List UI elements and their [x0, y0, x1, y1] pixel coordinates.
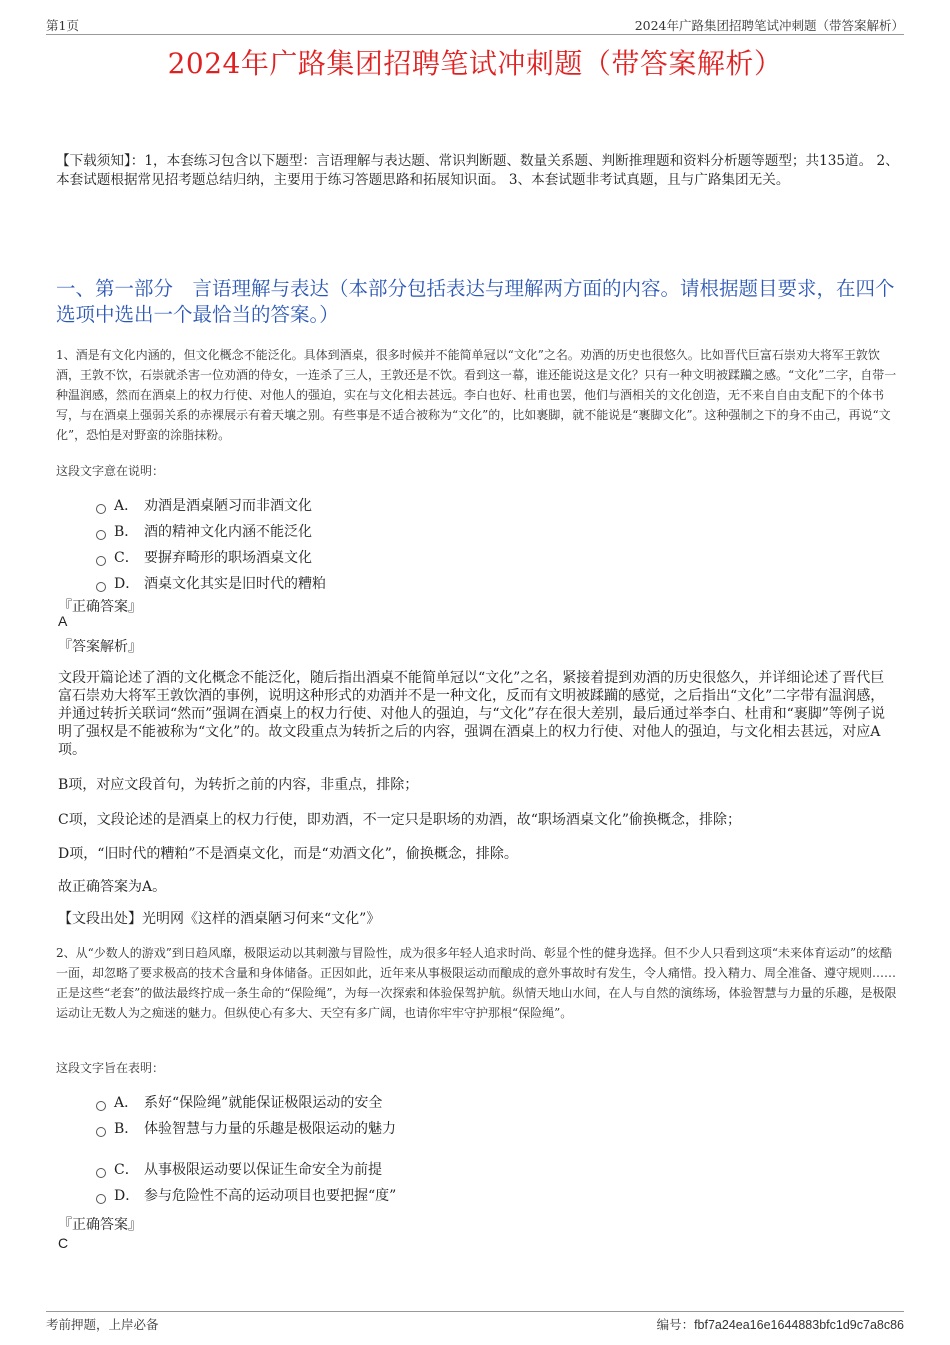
- option-letter: B．: [114, 1121, 139, 1137]
- radio-icon[interactable]: [96, 1127, 106, 1137]
- option-letter: A．: [114, 1095, 139, 1111]
- option-letter: B．: [114, 524, 139, 540]
- q1-analysis-label: 『答案解析』: [58, 639, 142, 655]
- radio-icon[interactable]: [96, 1101, 106, 1111]
- question-1-prompt: 这段文字意在说明：: [56, 464, 165, 478]
- radio-icon[interactable]: [96, 582, 106, 592]
- q1-option-d[interactable]: [96, 574, 326, 594]
- page-header: [46, 14, 904, 35]
- download-notice: 【下载须知】：1，本套练习包含以下题型：言语理解与表达题、常识判断题、数量关系题、判断推理题和资料分析题等题型；共135道。 2、本套试题根据常见招考题总结归纳，主要用于练习答题思路和拓展知识面。 3、本套试题非考试真题，且与广路集团无关。: [56, 153, 899, 188]
- option-text: 酒桌文化其实是旧时代的糟粕: [144, 576, 326, 592]
- q1-source: 【文段出处】光明网《这样的酒桌陋习何来“文化”》: [58, 911, 381, 927]
- q2-answer-label: 『正确答案』: [58, 1217, 142, 1233]
- q1-option-a[interactable]: [96, 496, 312, 516]
- option-letter: C．: [114, 550, 139, 566]
- option-letter: D．: [114, 576, 140, 592]
- option-letter: A．: [114, 498, 139, 514]
- q2-answer: C: [58, 1235, 69, 1251]
- radio-icon[interactable]: [96, 530, 106, 540]
- q2-option-a[interactable]: [96, 1093, 382, 1113]
- option-text: 劝酒是酒桌陋习而非酒文化: [144, 498, 312, 514]
- option-text: 从事极限运动要以保证生命安全为前提: [144, 1162, 382, 1178]
- q1-answer-label: 『正确答案』: [58, 599, 142, 615]
- radio-icon[interactable]: [96, 556, 106, 566]
- option-text: 系好“保险绳”就能保证极限运动的安全: [144, 1095, 383, 1111]
- page-footer: [46, 1311, 904, 1332]
- question-2-text: 2、从“少数人的游戏”到日趋风靡，极限运动以其刺激与冒险性，成为很多年轻人追求时尚、彰显个性的健身选择。但不少人只看到这项“未来体育运动”的炫酷一面，却忽略了要求极高的技术含量和身体储备。正因如此，近年来从事极限运动而酿成的意外事故时有发生，令人痛惜。投入精力、周全准备、遵守规则……正是这些“老套”的做法最终拧成一条生命的“保险绳”，为每一次探索和体验保驾护航。纵情天地山水间，在人与自然的演练场，体验智慧与力量的乐趣，是极限运动让无数人为之痴迷的魅力。但纵使心有多大、天空有多广阔，也请你牢牢守护那根“保险绳”。: [56, 946, 897, 1020]
- q1-option-b[interactable]: [96, 522, 312, 542]
- q1-analysis: 文段开篇论述了酒的文化概念不能泛化，随后指出酒桌不能简单冠以“文化”之名，紧接着提到劝酒的历史很悠久，并详细论述了晋代巨富石崇劝大将军王敦饮酒的事例，说明这种形式的劝酒并不是一种文化，反而有文明被蹂躏的感觉，之后指出“文化”二字带有温润感，并通过转折关联词“然而”强调在酒桌上的权力行使、对他人的强迫，与“文化”存在很大差别，最后通过举李白、杜甫和“裹脚”等例子说明了强权是不能被称为“文化”的。故文段重点为转折之后的内容，强调在酒桌上的权力行使、对他人的强迫，与文化相去甚远，对应A项。: [58, 670, 885, 758]
- footer-code: [657, 1315, 904, 1333]
- question-2-prompt: 这段文字旨在表明：: [56, 1061, 165, 1075]
- header-doc-title: 2024年广路集团招聘笔试冲刺题（带答案解析）: [634, 18, 904, 33]
- q1-conclusion: 故正确答案为A。: [58, 879, 167, 895]
- q2-option-d[interactable]: [96, 1186, 396, 1206]
- option-text: 体验智慧与力量的乐趣是极限运动的魅力: [144, 1121, 396, 1137]
- option-text: 酒的精神文化内涵不能泛化: [144, 524, 312, 540]
- q1-option-c-analysis: C项，文段论述的是酒桌上的权力行使，即劝酒，不一定只是职场的劝酒，故“职场酒桌文化”偷换概念，排除；: [58, 812, 742, 828]
- radio-icon[interactable]: [96, 504, 106, 514]
- footer-slogan: 考前押题，上岸必备: [46, 1317, 159, 1332]
- option-letter: C．: [114, 1162, 139, 1178]
- page-number: 第1页: [46, 18, 79, 33]
- document-title: 2024年广路集团招聘笔试冲刺题（带答案解析）: [167, 47, 783, 80]
- question-1-text: 1、酒是有文化内涵的，但文化概念不能泛化。具体到酒桌，很多时候并不能简单冠以“文化”之名。劝酒的历史也很悠久。比如晋代巨富石崇劝大将军王敦饮酒，王敦不饮，石崇就杀害一位劝酒的侍女，一连杀了三人，王敦还是不饮。看到这一幕，谁还能说这是文化？只有一种文明被蹂躏之感。“文化”二字，自带一种温润感，然而在酒桌上的权力行使、对他人的强迫，实在与文化相去甚远。李白也好、杜甫也罢，他们与酒相关的文化创造，无不来自自由支配下的个体书写，与在酒桌上强弱关系的赤裸展示有着天壤之别。有些事是不适合被称为“文化”的，比如裹脚，就不能说是“裹脚文化”。这种强制之下的身不由己，再说“文化”，恐怕是对野蛮的涂脂抹粉。: [56, 348, 897, 442]
- section-heading: 一、第一部分 言语理解与表达（本部分包括表达与理解两方面的内容。请根据题目要求，在四个选项中选出一个最恰当的答案。）: [56, 277, 895, 326]
- footer-code-label: 编号：: [656, 1317, 695, 1332]
- option-text: 参与危险性不高的运动项目也要把握“度”: [144, 1188, 397, 1204]
- q2-option-c[interactable]: [96, 1160, 382, 1180]
- radio-icon[interactable]: [96, 1168, 106, 1178]
- q1-option-b-analysis: B项，对应文段首句，为转折之前的内容，非重点，排除；: [58, 777, 419, 793]
- option-text: 要摒弃畸形的职场酒桌文化: [144, 550, 312, 566]
- q1-option-d-analysis: D项，“旧时代的糟粕”不是酒桌文化，而是“劝酒文化”，偷换概念，排除。: [58, 846, 518, 862]
- radio-icon[interactable]: [96, 1194, 106, 1204]
- q1-option-c[interactable]: [96, 548, 312, 568]
- footer-code-value: fbf7a24ea16e1644883bfc1d9c7a8c86: [694, 1318, 904, 1332]
- option-letter: D．: [114, 1188, 140, 1204]
- q2-option-b[interactable]: [96, 1119, 396, 1139]
- q1-answer: A: [58, 613, 68, 629]
